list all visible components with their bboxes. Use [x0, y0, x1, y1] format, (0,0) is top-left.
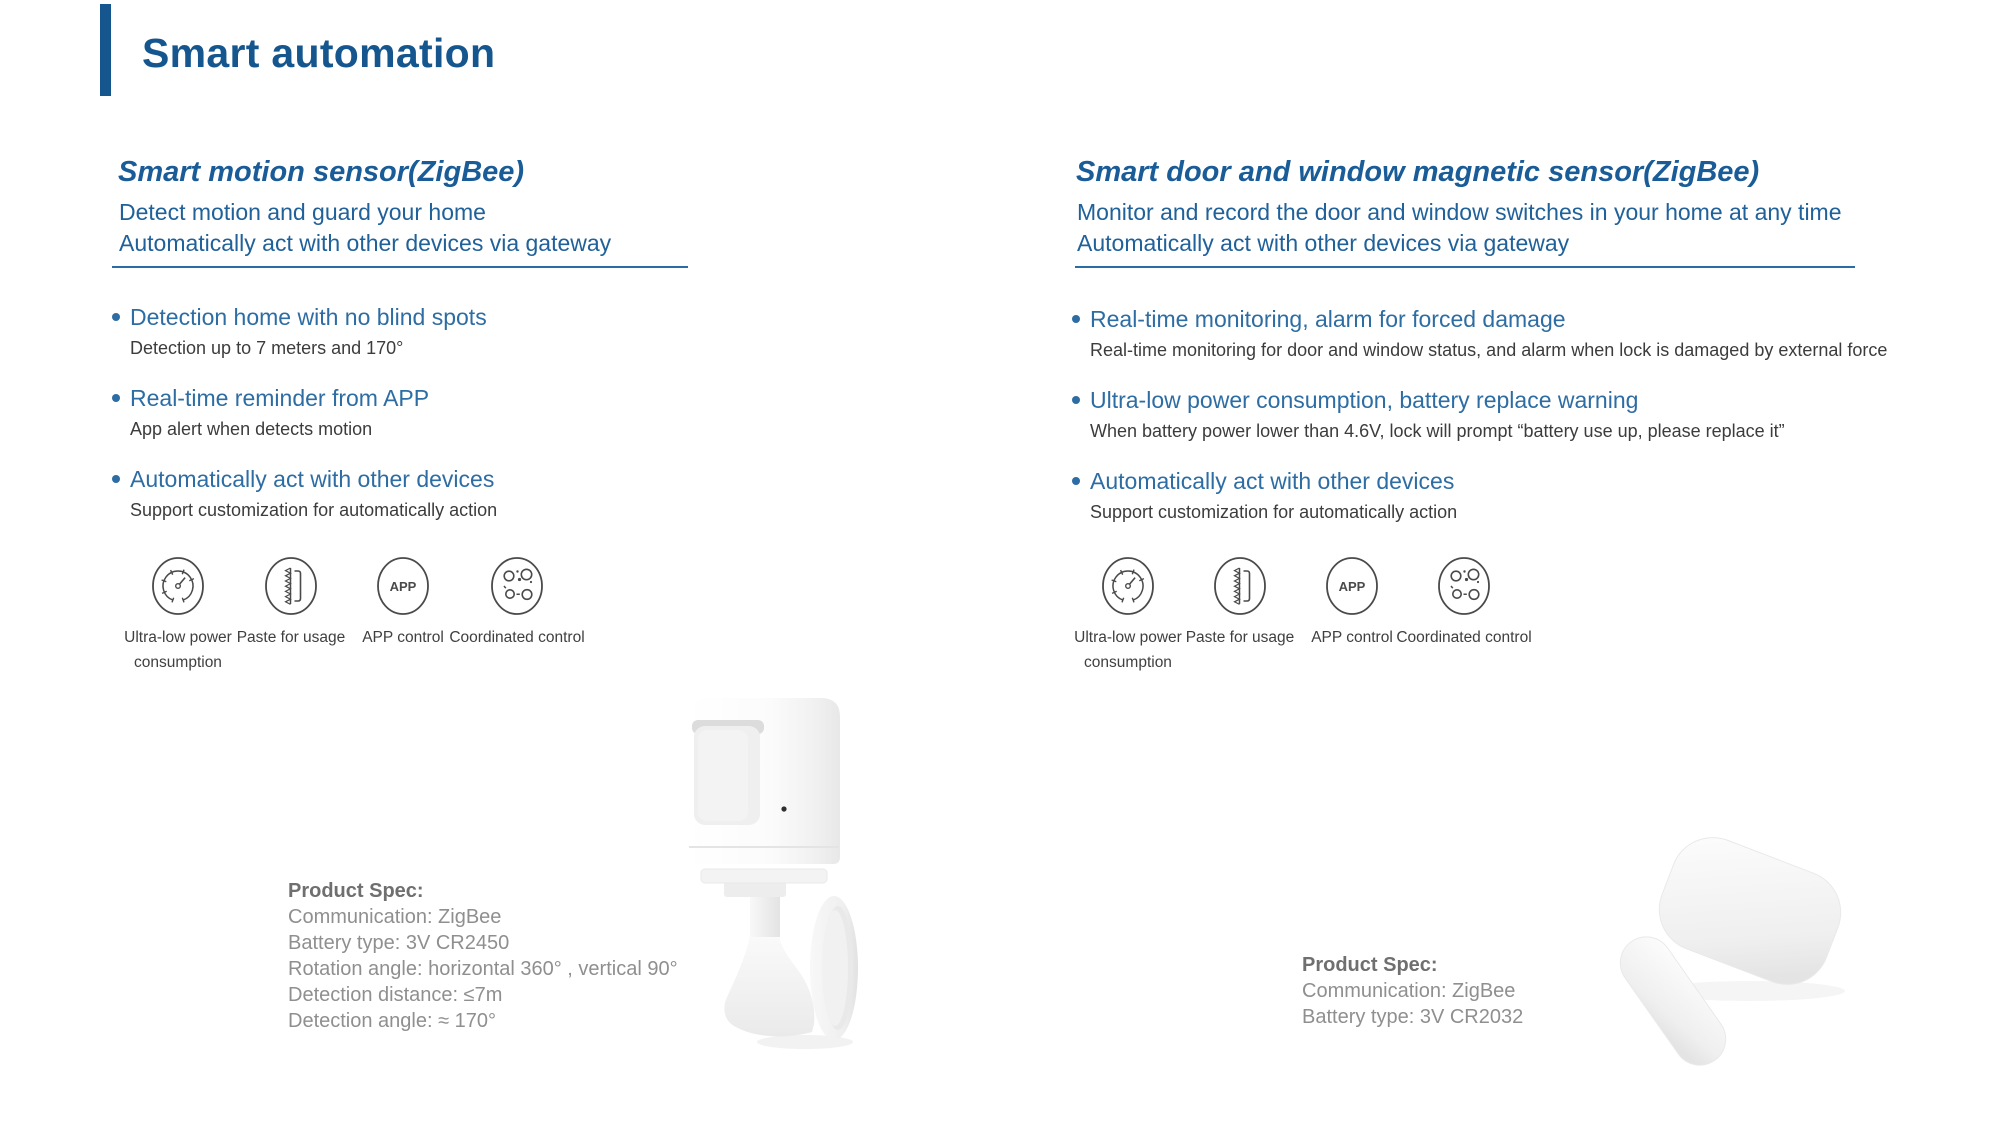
app-icon — [376, 556, 430, 616]
spec-line: Communication: ZigBee — [1302, 980, 1516, 1002]
section-divider — [1075, 266, 1855, 268]
spec-title: Product Spec: — [288, 880, 424, 902]
feature-desc: Support customization for automatically action — [1090, 502, 1458, 522]
section-divider — [112, 266, 688, 268]
spec-line: Rotation angle: horizontal 360° , vertical 90° — [288, 958, 678, 980]
section-heading-door-window-sensor: Smart door and window magnetic sensor(ZigBee) — [1076, 156, 1760, 188]
motion-sensor-image — [665, 690, 870, 1055]
accent-bar — [100, 4, 111, 96]
badge-coordinated-control — [437, 556, 597, 650]
gauge-icon — [151, 556, 205, 616]
product-spec-motion-sensor — [288, 878, 678, 1034]
spec-line: Battery type: 3V CR2450 — [288, 932, 510, 954]
spec-title: Product Spec: — [1302, 954, 1438, 976]
subtitle-line: Monitor and record the door and window switches in your home at any time — [1077, 199, 1842, 225]
feature-item — [1072, 386, 1892, 442]
badge-label: Coordinated control — [449, 629, 585, 646]
spec-line: Detection angle: ≈ 170° — [288, 1010, 496, 1032]
badge-label: APP control — [1311, 629, 1393, 646]
subtitle-line: Automatically act with other devices via gateway — [119, 230, 612, 256]
section-subtitle-door-window-sensor — [1077, 197, 1842, 259]
feature-list-door-window-sensor — [1072, 305, 1892, 548]
feature-title: Automatically act with other devices — [1072, 467, 1892, 495]
paste-icon — [1213, 556, 1267, 616]
feature-desc: App alert when detects motion — [130, 419, 373, 439]
feature-item — [1072, 467, 1892, 523]
app-icon-text: APP — [1338, 579, 1366, 594]
page-title: Smart automation — [142, 30, 496, 76]
gauge-icon — [1101, 556, 1155, 616]
product-spec-door-window-sensor — [1302, 952, 1523, 1030]
feature-title: Real-time reminder from APP — [112, 384, 932, 412]
spec-line: Detection distance: ≤7m — [288, 984, 503, 1006]
app-icon-text: APP — [389, 579, 417, 594]
feature-item — [112, 303, 932, 359]
section-subtitle-motion-sensor — [119, 197, 611, 259]
section-heading-motion-sensor: Smart motion sensor(ZigBee) — [118, 156, 525, 188]
feature-item — [112, 465, 932, 521]
feature-title: Detection home with no blind spots — [112, 303, 932, 331]
spec-line: Battery type: 3V CR2032 — [1302, 1006, 1524, 1028]
badge-label: Paste for usage — [236, 629, 346, 646]
badge-label: Paste for usage — [1185, 629, 1295, 646]
paste-icon — [264, 556, 318, 616]
coordinated-icon — [490, 556, 544, 616]
badge-label: Ultra-low power consumption — [1074, 629, 1182, 671]
feature-desc: Detection up to 7 meters and 170° — [130, 338, 404, 358]
door-window-sensor-image — [1600, 795, 1900, 1090]
subtitle-line: Detect motion and guard your home — [119, 199, 486, 225]
badge-label: Ultra-low power consumption — [124, 629, 232, 671]
feature-desc: Real-time monitoring for door and window status, and alarm when lock is damaged by external force — [1090, 340, 1888, 360]
subtitle-line: Automatically act with other devices via gateway — [1077, 230, 1570, 256]
badge-label: APP control — [362, 629, 444, 646]
badge-coordinated-control — [1384, 556, 1544, 650]
feature-item — [1072, 305, 1892, 361]
feature-desc: Support customization for automatically action — [130, 500, 498, 520]
feature-list-motion-sensor — [112, 303, 932, 546]
coordinated-icon — [1437, 556, 1491, 616]
feature-desc: When battery power lower than 4.6V, lock will prompt “battery use up, please replace it” — [1090, 421, 1785, 441]
badge-label: Coordinated control — [1396, 629, 1532, 646]
feature-title: Ultra-low power consumption, battery replace warning — [1072, 386, 1892, 414]
spec-line: Communication: ZigBee — [288, 906, 502, 928]
feature-title: Automatically act with other devices — [112, 465, 932, 493]
feature-title: Real-time monitoring, alarm for forced damage — [1072, 305, 1892, 333]
feature-item — [112, 384, 932, 440]
app-icon — [1325, 556, 1379, 616]
